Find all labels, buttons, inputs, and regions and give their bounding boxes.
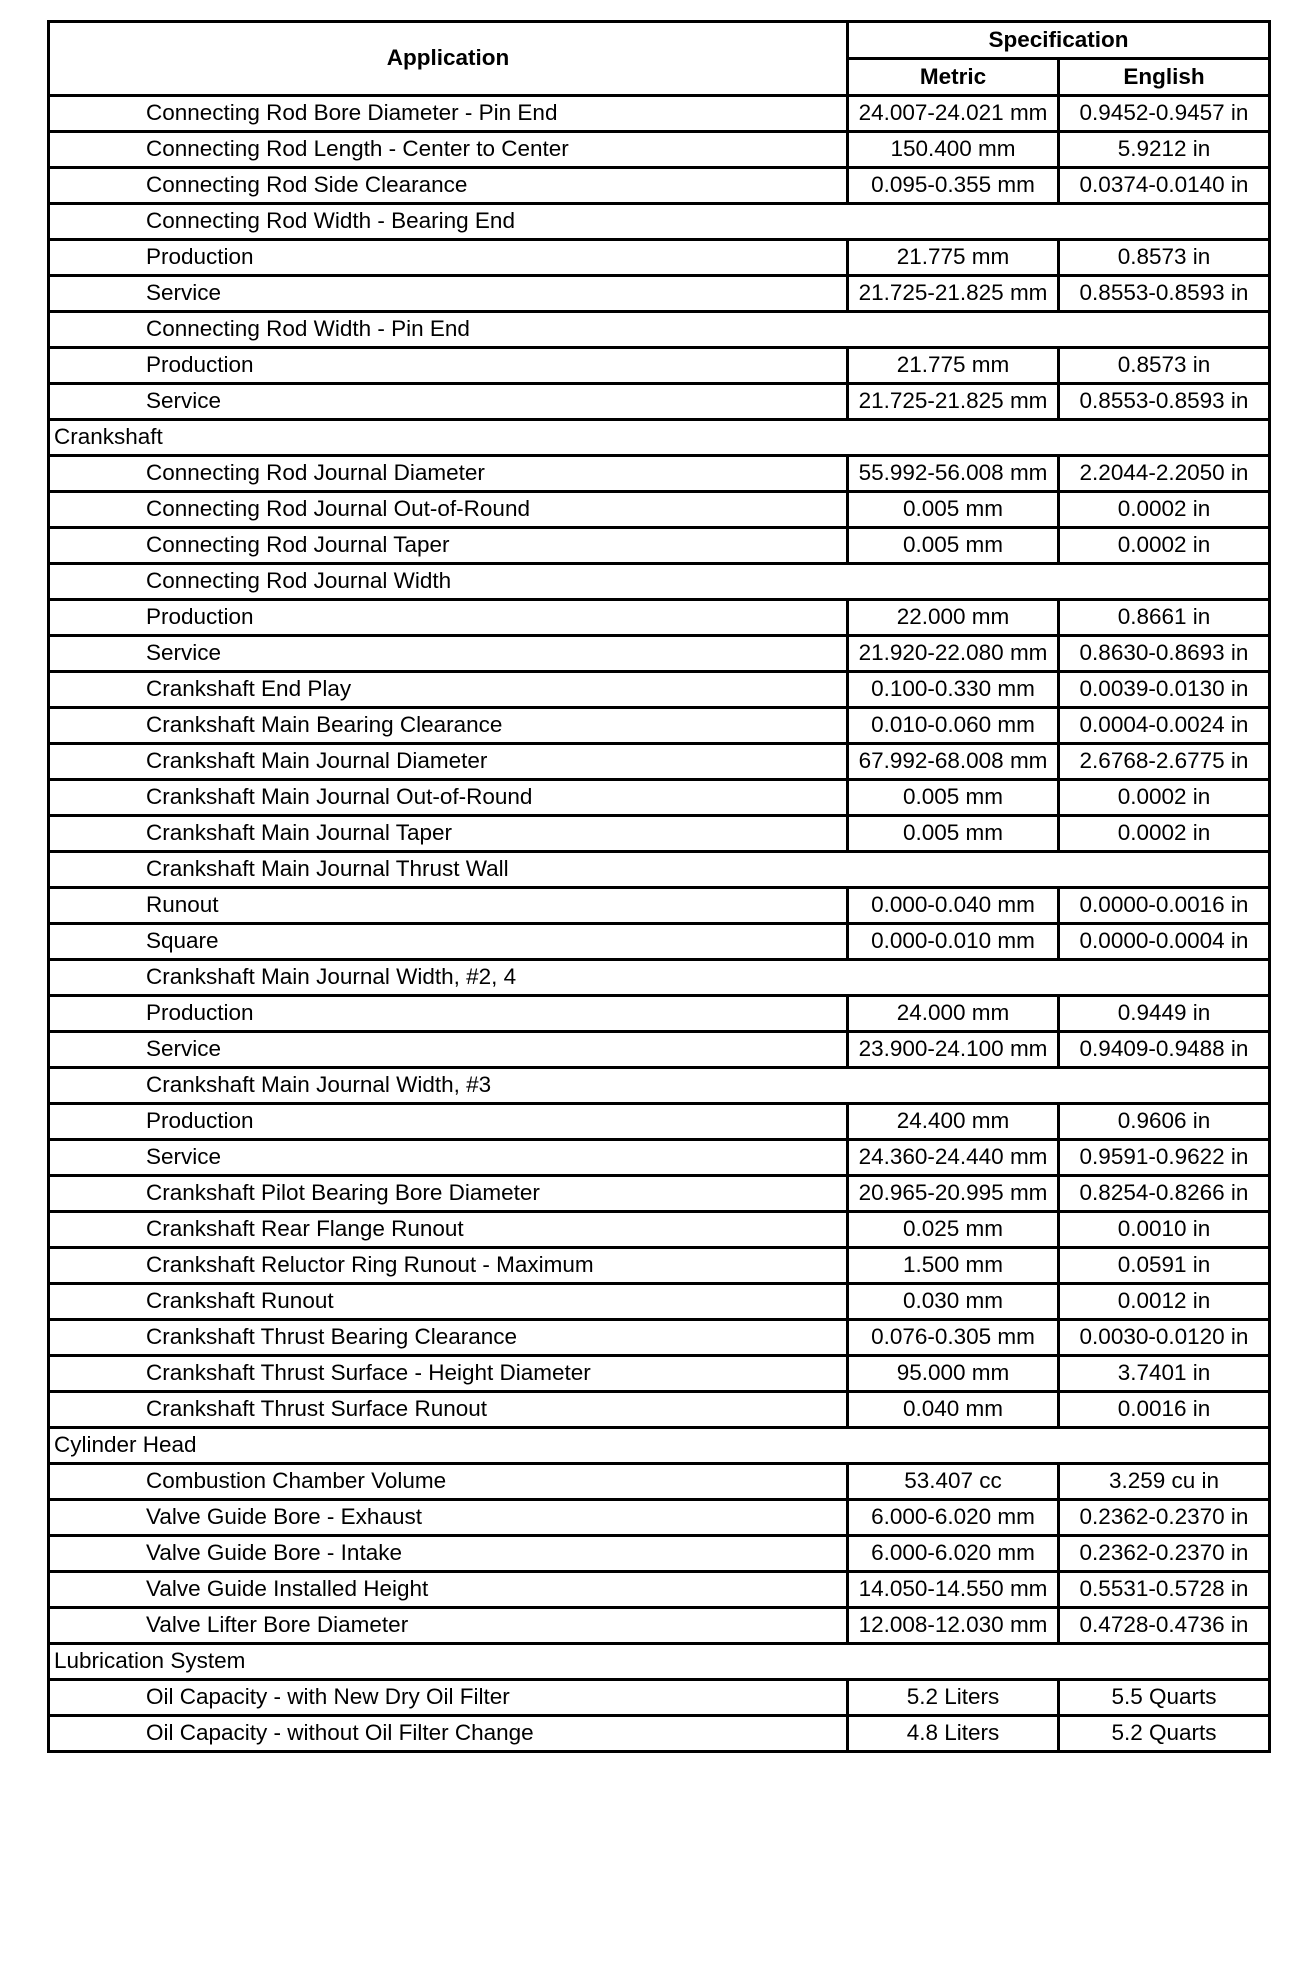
table-row (49, 1680, 1270, 1716)
table-row (49, 1500, 1270, 1536)
metric-cell: 0.040 mm (848, 1392, 1059, 1428)
english-cell: 0.0002 in (1059, 816, 1270, 852)
table-row (49, 1608, 1270, 1644)
application-cell: Service (49, 384, 848, 420)
application-cell: Connecting Rod Journal Out-of-Round (49, 492, 848, 528)
table-row (49, 384, 1270, 420)
metric-cell: 67.992-68.008 mm (848, 744, 1059, 780)
table-row (49, 1140, 1270, 1176)
english-cell: 5.2 Quarts (1059, 1716, 1270, 1752)
application-cell: Oil Capacity - with New Dry Oil Filter (49, 1680, 848, 1716)
application-cell: Production (49, 600, 848, 636)
metric-cell: 24.360-24.440 mm (848, 1140, 1059, 1176)
table-row (49, 240, 1270, 276)
application-cell: Crankshaft Main Bearing Clearance (49, 708, 848, 744)
english-cell: 0.9591-0.9622 in (1059, 1140, 1270, 1176)
metric-cell: 21.725-21.825 mm (848, 276, 1059, 312)
table-row (49, 708, 1270, 744)
metric-cell: 0.000-0.040 mm (848, 888, 1059, 924)
english-cell: 0.0010 in (1059, 1212, 1270, 1248)
table-row (49, 1212, 1270, 1248)
table-row (49, 96, 1270, 132)
metric-cell: 23.900-24.100 mm (848, 1032, 1059, 1068)
metric-cell: 55.992-56.008 mm (848, 456, 1059, 492)
table-row (49, 1320, 1270, 1356)
metric-cell: 0.010-0.060 mm (848, 708, 1059, 744)
english-cell: 2.2044-2.2050 in (1059, 456, 1270, 492)
table-row (49, 528, 1270, 564)
application-cell: Crankshaft Thrust Bearing Clearance (49, 1320, 848, 1356)
english-cell: 0.8553-0.8593 in (1059, 384, 1270, 420)
application-cell: Production (49, 1104, 848, 1140)
application-cell: Square (49, 924, 848, 960)
english-cell: 0.9449 in (1059, 996, 1270, 1032)
table-row (49, 744, 1270, 780)
subheading-row (49, 960, 1270, 996)
table-row (49, 1464, 1270, 1500)
table-header (49, 22, 1270, 96)
subheading-label: Connecting Rod Journal Width (49, 564, 1270, 600)
metric-cell: 1.500 mm (848, 1248, 1059, 1284)
table-row (49, 924, 1270, 960)
table-body (49, 96, 1270, 1752)
subheading-row (49, 564, 1270, 600)
table-row (49, 276, 1270, 312)
subheading-label: Connecting Rod Width - Pin End (49, 312, 1270, 348)
subheading-label: Crankshaft Main Journal Width, #3 (49, 1068, 1270, 1104)
metric-cell: 24.007-24.021 mm (848, 96, 1059, 132)
metric-cell: 0.025 mm (848, 1212, 1059, 1248)
metric-cell: 24.000 mm (848, 996, 1059, 1032)
table-row (49, 600, 1270, 636)
english-cell: 5.5 Quarts (1059, 1680, 1270, 1716)
english-cell: 0.0004-0.0024 in (1059, 708, 1270, 744)
application-cell: Connecting Rod Journal Diameter (49, 456, 848, 492)
table-row (49, 1392, 1270, 1428)
table-row (49, 996, 1270, 1032)
subheading-row (49, 1068, 1270, 1104)
table-row (49, 1248, 1270, 1284)
metric-cell: 0.095-0.355 mm (848, 168, 1059, 204)
application-cell: Connecting Rod Journal Taper (49, 528, 848, 564)
section-title: Crankshaft (49, 420, 1270, 456)
metric-cell: 6.000-6.020 mm (848, 1500, 1059, 1536)
table-row (49, 816, 1270, 852)
english-cell: 0.9606 in (1059, 1104, 1270, 1140)
table-row (49, 132, 1270, 168)
english-cell: 3.7401 in (1059, 1356, 1270, 1392)
table-row (49, 348, 1270, 384)
section-row (49, 1644, 1270, 1680)
metric-cell: 21.725-21.825 mm (848, 384, 1059, 420)
subheading-label: Crankshaft Main Journal Width, #2, 4 (49, 960, 1270, 996)
english-cell: 0.9452-0.9457 in (1059, 96, 1270, 132)
english-cell: 0.0000-0.0016 in (1059, 888, 1270, 924)
metric-cell: 0.030 mm (848, 1284, 1059, 1320)
english-cell: 0.0591 in (1059, 1248, 1270, 1284)
metric-cell: 24.400 mm (848, 1104, 1059, 1140)
application-cell: Combustion Chamber Volume (49, 1464, 848, 1500)
metric-cell: 5.2 Liters (848, 1680, 1059, 1716)
table-row (49, 1356, 1270, 1392)
application-cell: Production (49, 348, 848, 384)
table-row (49, 780, 1270, 816)
metric-cell: 14.050-14.550 mm (848, 1572, 1059, 1608)
section-row (49, 1428, 1270, 1464)
metric-cell: 20.965-20.995 mm (848, 1176, 1059, 1212)
subheading-row (49, 852, 1270, 888)
metric-cell: 0.076-0.305 mm (848, 1320, 1059, 1356)
table-row (49, 1536, 1270, 1572)
metric-cell: 95.000 mm (848, 1356, 1059, 1392)
english-cell: 0.2362-0.2370 in (1059, 1500, 1270, 1536)
subheading-label: Crankshaft Main Journal Thrust Wall (49, 852, 1270, 888)
table-row (49, 1572, 1270, 1608)
metric-cell: 0.005 mm (848, 528, 1059, 564)
application-cell: Valve Guide Bore - Intake (49, 1536, 848, 1572)
metric-cell: 21.920-22.080 mm (848, 636, 1059, 672)
english-cell: 0.0002 in (1059, 492, 1270, 528)
application-cell: Crankshaft Pilot Bearing Bore Diameter (49, 1176, 848, 1212)
application-cell: Service (49, 1140, 848, 1176)
application-cell: Connecting Rod Bore Diameter - Pin End (49, 96, 848, 132)
english-cell: 0.8254-0.8266 in (1059, 1176, 1270, 1212)
english-cell: 0.0039-0.0130 in (1059, 672, 1270, 708)
english-cell: 0.8630-0.8693 in (1059, 636, 1270, 672)
table-row (49, 492, 1270, 528)
english-cell: 0.0030-0.0120 in (1059, 1320, 1270, 1356)
english-cell: 0.2362-0.2370 in (1059, 1536, 1270, 1572)
application-cell: Oil Capacity - without Oil Filter Change (49, 1716, 848, 1752)
application-cell: Crankshaft Thrust Surface - Height Diameter (49, 1356, 848, 1392)
metric-cell: 0.100-0.330 mm (848, 672, 1059, 708)
english-cell: 0.8661 in (1059, 600, 1270, 636)
metric-cell: 6.000-6.020 mm (848, 1536, 1059, 1572)
metric-cell: 12.008-12.030 mm (848, 1608, 1059, 1644)
application-cell: Production (49, 996, 848, 1032)
english-cell: 0.0016 in (1059, 1392, 1270, 1428)
english-cell: 0.0002 in (1059, 528, 1270, 564)
metric-cell: 22.000 mm (848, 600, 1059, 636)
english-cell: 2.6768-2.6775 in (1059, 744, 1270, 780)
application-cell: Runout (49, 888, 848, 924)
english-cell: 0.8553-0.8593 in (1059, 276, 1270, 312)
application-cell: Crankshaft Reluctor Ring Runout - Maximum (49, 1248, 848, 1284)
metric-cell: 0.005 mm (848, 816, 1059, 852)
application-cell: Service (49, 276, 848, 312)
table-row (49, 636, 1270, 672)
section-title: Lubrication System (49, 1644, 1270, 1680)
specification-table (47, 20, 1271, 1753)
table-row (49, 888, 1270, 924)
subheading-row (49, 204, 1270, 240)
metric-cell: 21.775 mm (848, 240, 1059, 276)
metric-cell: 53.407 cc (848, 1464, 1059, 1500)
table-row (49, 456, 1270, 492)
application-cell: Crankshaft End Play (49, 672, 848, 708)
english-cell: 0.4728-0.4736 in (1059, 1608, 1270, 1644)
application-cell: Crankshaft Thrust Surface Runout (49, 1392, 848, 1428)
application-cell: Connecting Rod Side Clearance (49, 168, 848, 204)
application-header: Application (49, 22, 848, 96)
application-cell: Crankshaft Runout (49, 1284, 848, 1320)
english-cell: 5.9212 in (1059, 132, 1270, 168)
application-cell: Crankshaft Rear Flange Runout (49, 1212, 848, 1248)
application-cell: Crankshaft Main Journal Taper (49, 816, 848, 852)
table-row (49, 672, 1270, 708)
english-cell: 0.9409-0.9488 in (1059, 1032, 1270, 1068)
subheading-row (49, 312, 1270, 348)
english-cell: 0.8573 in (1059, 240, 1270, 276)
table-row (49, 168, 1270, 204)
table-row (49, 1176, 1270, 1212)
metric-cell: 0.005 mm (848, 492, 1059, 528)
section-row (49, 420, 1270, 456)
english-cell: 3.259 cu in (1059, 1464, 1270, 1500)
table-row (49, 1104, 1270, 1140)
english-cell: 0.5531-0.5728 in (1059, 1572, 1270, 1608)
table-row (49, 1032, 1270, 1068)
application-cell: Production (49, 240, 848, 276)
english-header: English (1059, 59, 1270, 96)
application-cell: Valve Guide Bore - Exhaust (49, 1500, 848, 1536)
english-cell: 0.0012 in (1059, 1284, 1270, 1320)
english-cell: 0.0002 in (1059, 780, 1270, 816)
metric-cell: 0.005 mm (848, 780, 1059, 816)
metric-cell: 21.775 mm (848, 348, 1059, 384)
application-cell: Crankshaft Main Journal Diameter (49, 744, 848, 780)
table-row (49, 1716, 1270, 1752)
specification-header: Specification (848, 22, 1270, 59)
subheading-label: Connecting Rod Width - Bearing End (49, 204, 1270, 240)
metric-cell: 150.400 mm (848, 132, 1059, 168)
metric-header: Metric (848, 59, 1059, 96)
english-cell: 0.8573 in (1059, 348, 1270, 384)
application-cell: Valve Guide Installed Height (49, 1572, 848, 1608)
metric-cell: 0.000-0.010 mm (848, 924, 1059, 960)
section-title: Cylinder Head (49, 1428, 1270, 1464)
application-cell: Valve Lifter Bore Diameter (49, 1608, 848, 1644)
english-cell: 0.0374-0.0140 in (1059, 168, 1270, 204)
application-cell: Connecting Rod Length - Center to Center (49, 132, 848, 168)
application-cell: Service (49, 1032, 848, 1068)
metric-cell: 4.8 Liters (848, 1716, 1059, 1752)
application-cell: Crankshaft Main Journal Out-of-Round (49, 780, 848, 816)
english-cell: 0.0000-0.0004 in (1059, 924, 1270, 960)
table-row (49, 1284, 1270, 1320)
application-cell: Service (49, 636, 848, 672)
